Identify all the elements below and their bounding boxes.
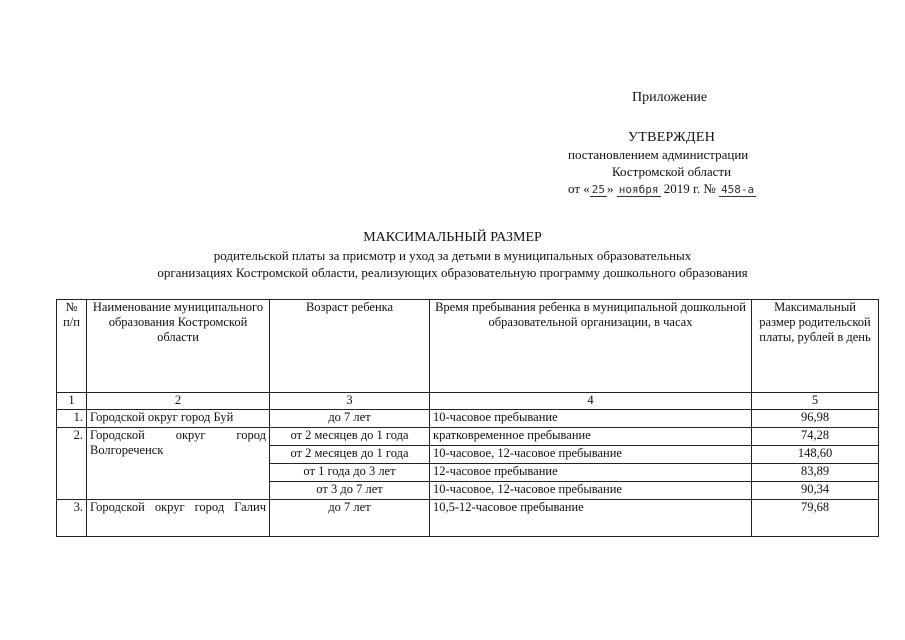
date-mid: » [607,181,614,196]
stay-time: 12-часовое пребывание [430,464,752,482]
appendix-label: Приложение [632,90,708,105]
header-municipality: Наименование муниципального образования Костромской области [87,300,270,393]
date-prefix: от « [568,181,590,196]
date-day: 25 [591,183,606,196]
fee-table [56,299,879,537]
max-fee: 83,89 [752,464,879,482]
index-cell: 1 [57,393,87,410]
document-subtitle-line1: родительской платы за присмотр и уход за детьми в муниципальных образовательных [213,248,692,263]
municipality-name: Городской округ город Буй [87,410,270,428]
decree-number: 458-а [721,183,755,196]
child-age: от 2 месяцев до 1 года [270,446,430,464]
max-fee: 96,98 [752,410,879,428]
municipality-name: Городской округ город Волгореченск [87,428,270,500]
table-row [57,428,879,446]
document-subtitle-line2: организациях Костромской области, реализующих образовательную программу дошкольного образования [157,265,748,280]
index-cell: 5 [752,393,879,410]
row-num: 1. [57,410,87,428]
stay-time: 10-часовое, 12-часовое пребывание [430,482,752,500]
child-age: от 2 месяцев до 1 года [270,428,430,446]
approved-by-region: Костромской области [612,164,732,179]
stay-time: 10-часовое, 12-часовое пребывание [430,446,752,464]
max-fee: 74,28 [752,428,879,446]
index-cell: 4 [430,393,752,410]
date-year-no: 2019 г. № [663,181,716,196]
approved-by-line: постановлением администрации [568,147,749,162]
child-age: до 7 лет [270,410,430,428]
document-title: МАКСИМАЛЬНЫЙ РАЗМЕР [363,230,542,245]
index-cell: 3 [270,393,430,410]
stay-time: 10-часовое пребывание [430,410,752,428]
table-row [57,410,879,428]
row-num: 3. [57,500,87,537]
child-age: до 7 лет [270,500,430,537]
header-stay-time: Время пребывания ребенка в муниципальной дошкольной образовательной организации, в часах [430,300,752,393]
max-fee: 148,60 [752,446,879,464]
header-max-fee: Максимальный размер родительской платы, рублей в день [752,300,879,393]
index-cell: 2 [87,393,270,410]
municipality-name: Городской округ город Галич [87,500,270,537]
max-fee: 90,34 [752,482,879,500]
stay-time: кратковременное пребывание [430,428,752,446]
table-header-row [57,300,879,393]
approved-label: УТВЕРЖДЕН [628,130,716,145]
max-fee: 79,68 [752,500,879,537]
date-month: ноября [618,183,659,196]
child-age: от 3 до 7 лет [270,482,430,500]
header-age: Возраст ребенка [270,300,430,393]
stay-time: 10,5-12-часовое пребывание [430,500,752,537]
approval-date-line [568,181,756,197]
row-num: 2. [57,428,87,500]
table-index-row [57,393,879,410]
table-row [57,500,879,537]
child-age: от 1 года до 3 лет [270,464,430,482]
header-num: № п/п [57,300,87,393]
